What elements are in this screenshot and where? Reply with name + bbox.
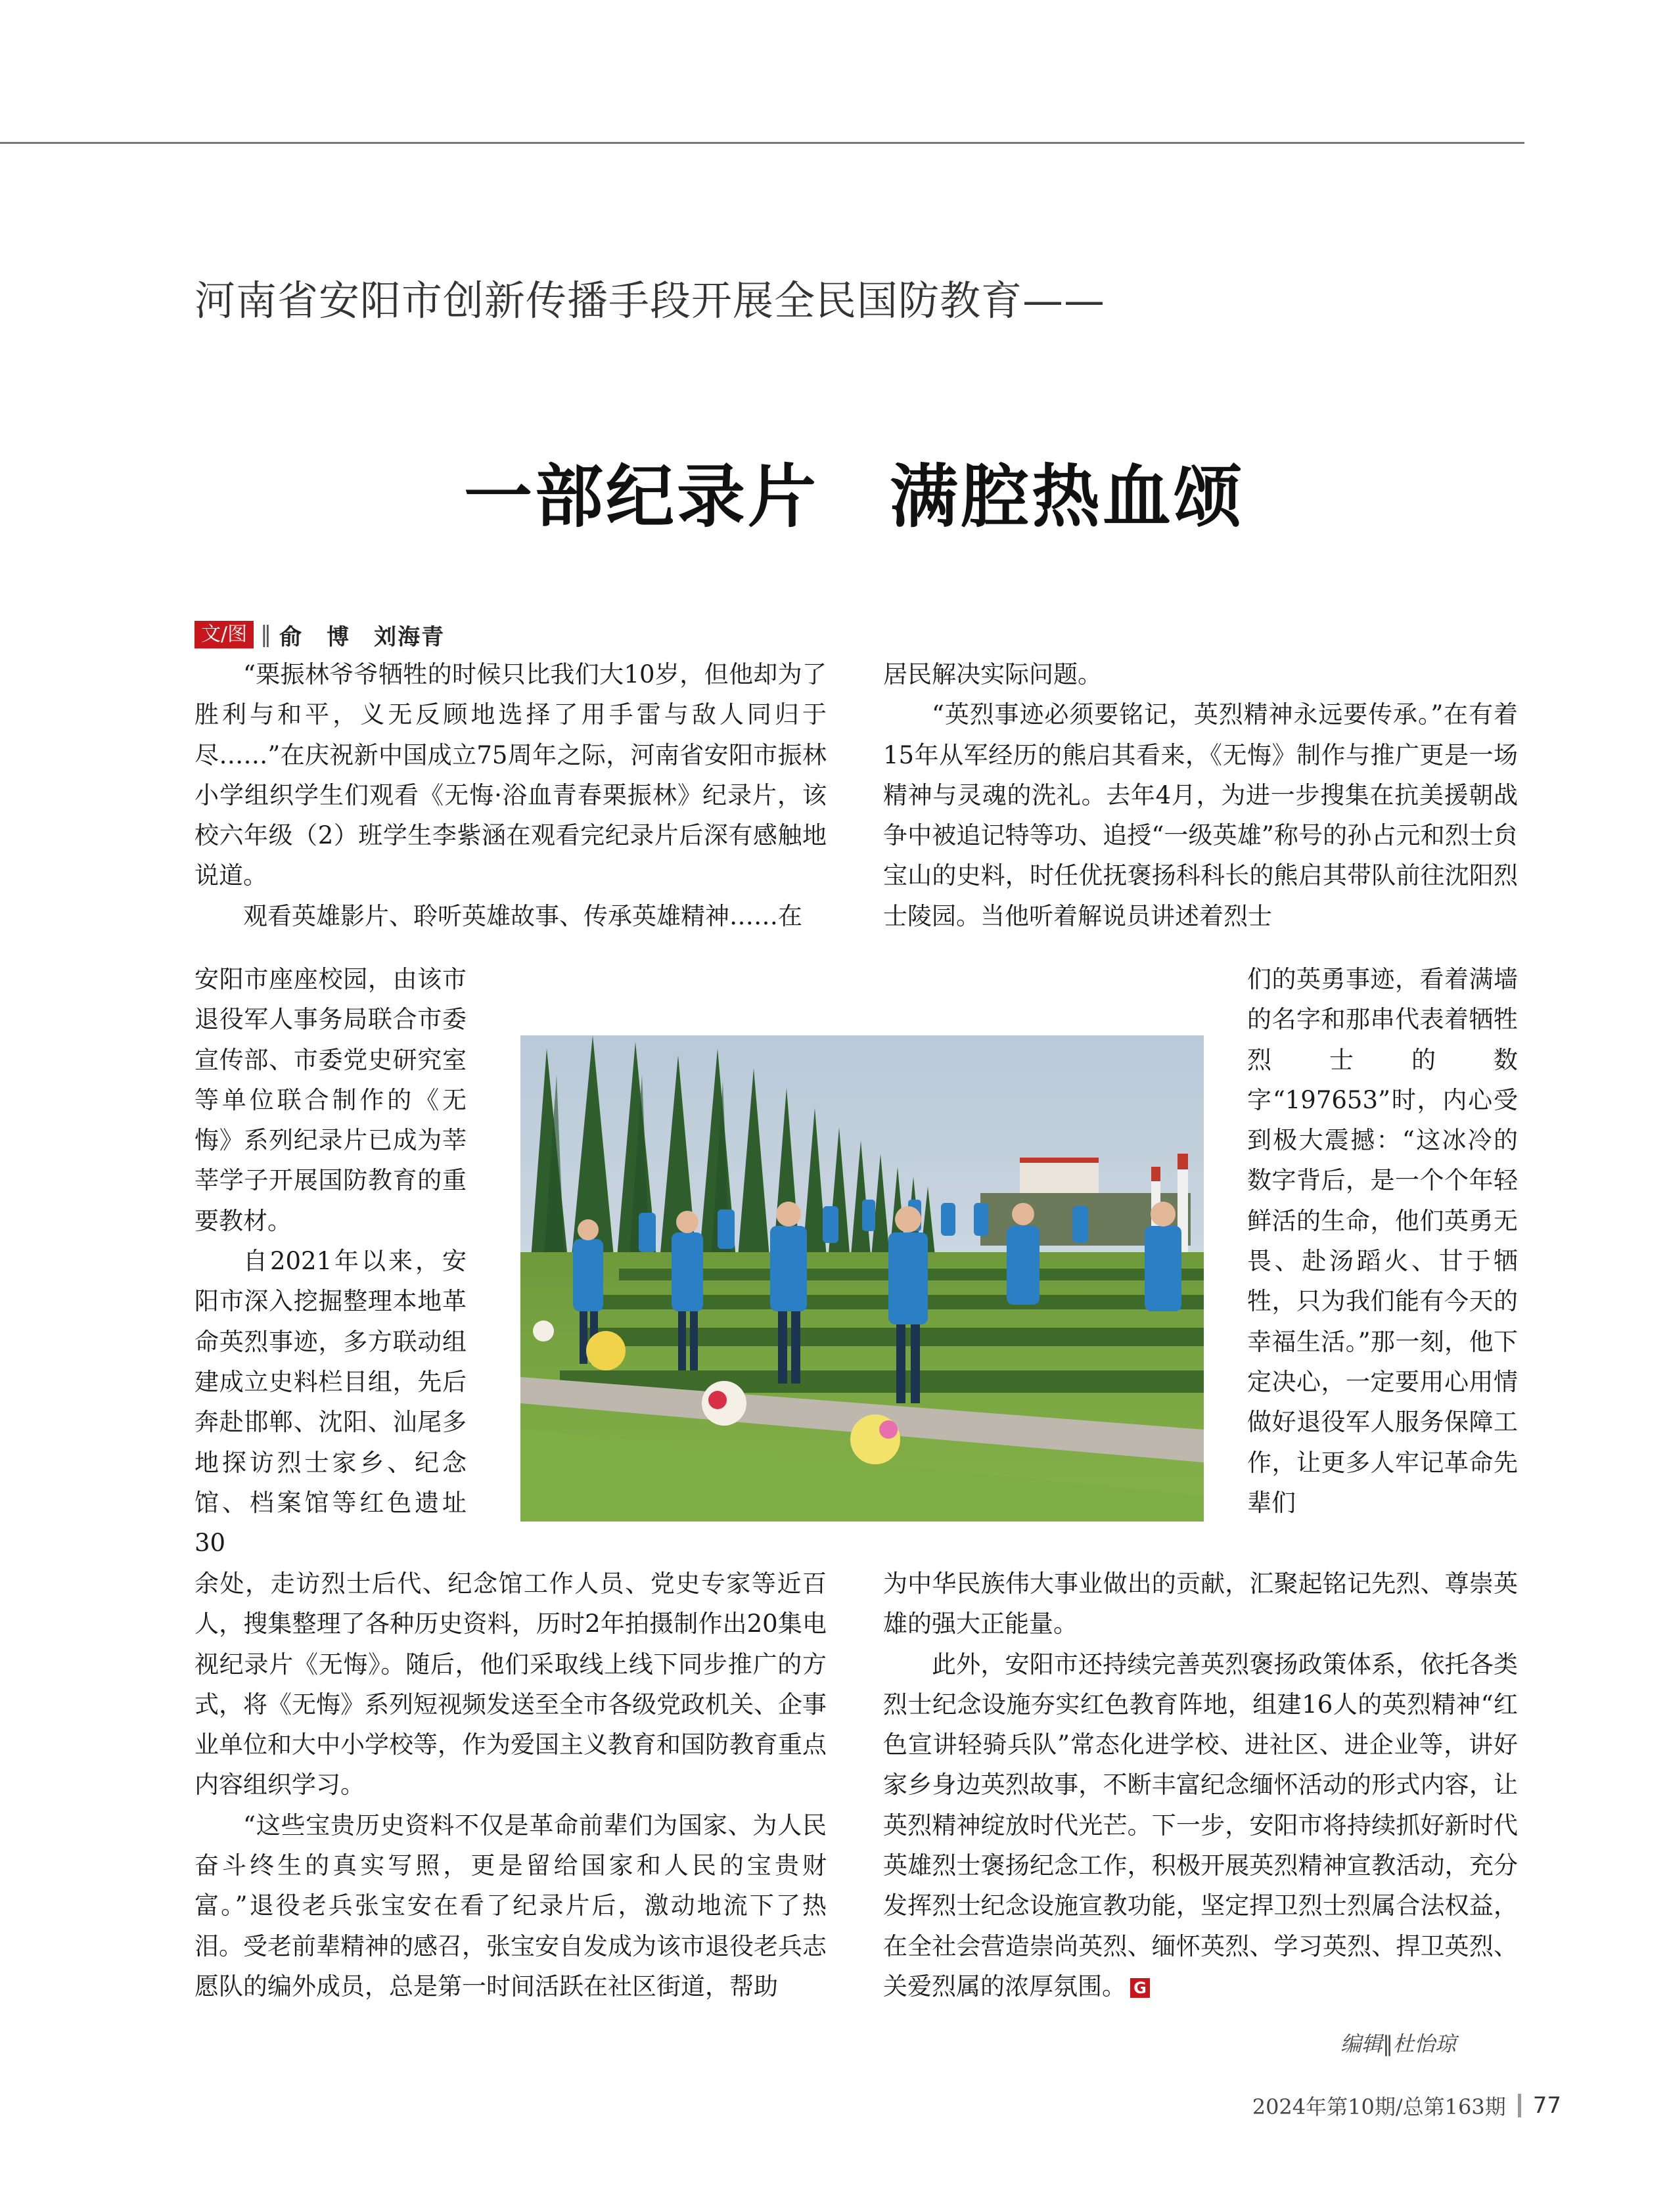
paragraph: 为中华民族伟大事业做出的贡献，汇聚起铭记先烈、尊崇英雄的强大正能量。 (883, 1569, 1518, 1638)
footer-divider (1518, 2094, 1521, 2117)
header-rule (0, 142, 1524, 144)
paragraph: 居民解决实际问题。 (883, 660, 1102, 688)
paragraph-text: 此外，安阳市还持续完善英烈褒扬政策体系，依托各类烈士纪念设施夯实红色教育阵地，组建16人的英烈精神“红色宣讲轻骑兵队”常态化进学校、进社区、进企业等，讲好家乡身边英烈故事，不断丰富纪念缅怀活动的形式内容，让英烈精神绽放时代光芒。下一步，安阳市将持续抓好新时代英雄烈士褒扬纪念工作，积极开展英烈精神宣教活动，充分发挥烈士纪念设施宣教功能，坚定捍卫烈士烈属合法权益，在全社会营造崇尚英烈、缅怀英烈、学习英烈、捍卫英烈、关爱烈属的浓厚氛围。 (883, 1650, 1518, 2000)
left-column-bottom (194, 1564, 827, 2006)
right-column-top (883, 654, 1518, 936)
paragraph: 们的英勇事迹，看着满墙的名字和那串代表着牺牲烈士的数字“197653”时，内心受到极大震撼：“这冰冷的数字背后，是一个个年轻鲜活的生命，他们英勇无畏、赴汤蹈火、甘于牺牲，只为我们能有今天的幸福生活。”那一刻，他下定决心，一定要用心用情做好退役军人服务保障工作，让更多人牢记革命先辈们 (1247, 965, 1518, 1517)
paragraph (883, 1644, 1518, 2007)
page-footer (1252, 2090, 1561, 2121)
paragraph: 观看英雄影片、聆听英雄故事、传承英雄精神……在 (243, 901, 802, 930)
left-column-top (194, 654, 827, 936)
paragraph: 安阳市座座校园，由该市退役军人事务局联合市委宣传部、市委党史研究室等单位联合制作的《无悔》系列纪录片已成为莘莘学子开展国防教育的重要教材。 (194, 965, 467, 1235)
editor-credit: 编辑‖杜怡琼 (1340, 2031, 1457, 2056)
paragraph: 余处，走访烈士后代、纪念馆工作人员、党史专家等近百人，搜集整理了各种历史资料，历时2年拍摄制作出20集电视纪录片《无悔》。随后，他们采取线上线下同步推广的方式，将《无悔》系列短视频发送至全市各级党政机关、企事业单位和大中小学校等，作为爱国主义教育和国防教育重点内容组织学习。 (194, 1569, 827, 1799)
end-mark-icon: G (1130, 1978, 1150, 1998)
issue-label: 2024年第10期/总第163期 (1252, 2094, 1506, 2119)
byline-tag: 文/图 (194, 621, 254, 648)
byline (194, 620, 445, 649)
article-title: 一部纪录片 满腔热血颂 (463, 457, 1245, 537)
paragraph: “这些宝贵历史资料不仅是革命前辈们为国家、为人民奋斗终生的真实写照，更是留给国家和人民的宝贵财富。”退役老兵张宝安在看了纪录片后，激动地流下了热泪。受老前辈精神的感召，张宝安自发成为该市退役老兵志愿队的编外成员，总是第一时间活跃在社区街道，帮助 (194, 1811, 827, 2000)
paragraph: 自2021年以来，安阳市深入挖掘整理本地革命英烈事迹，多方联动组建成立史料栏目组，先后奔赴邯郸、沈阳、汕尾多地探访烈士家乡、纪念馆、档案馆等红色遗址30 (194, 1247, 467, 1558)
cemetery-photo-illustration (520, 1035, 1204, 1522)
right-column-wrap (1247, 959, 1518, 1523)
article-subtitle: 河南省安阳市创新传播手段开展全民国防教育—— (194, 277, 1106, 325)
page-number: 77 (1532, 2092, 1561, 2119)
article-photo (520, 1035, 1204, 1522)
byline-authors: 俞 博 刘海青 (279, 623, 446, 650)
byline-separator: ‖ (260, 621, 272, 648)
right-column-bottom (883, 1564, 1518, 2006)
paragraph: “栗振林爷爷牺牲的时候只比我们大10岁，但他却为了胜利与和平，义无反顾地选择了用手雷与敌人同归于尽……”在庆祝新中国成立75周年之际，河南省安阳市振林小学组织学生们观看《无悔·浴血青春栗振林》纪录片，该校六年级（2）班学生李紫涵在观看完纪录片后深有感触地说道。 (194, 660, 827, 890)
paragraph: “英烈事迹必须要铭记，英烈精神永远要传承。”在有着15年从军经历的熊启其看来，《无悔》制作与推广更是一场精神与灵魂的洗礼。去年4月，为进一步搜集在抗美援朝战争中被追记特等功、追授“一级英雄”称号的孙占元和烈士贠宝山的史料，时任优抚褒扬科科长的熊启其带队前往沈阳烈士陵园。当他听着解说员讲述着烈士 (883, 700, 1518, 930)
left-column-wrap (194, 959, 467, 1563)
